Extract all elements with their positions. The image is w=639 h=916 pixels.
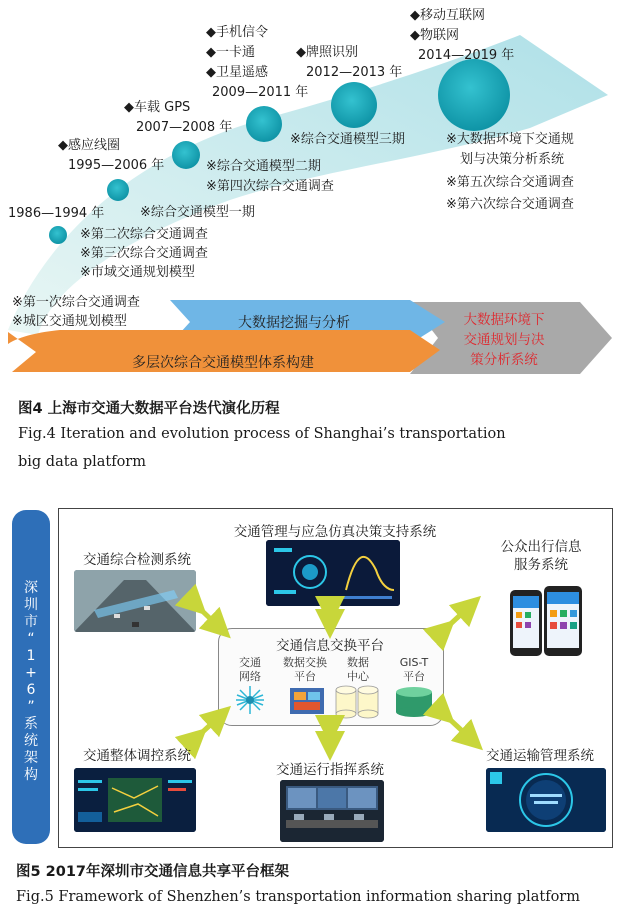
stage-5-item: ※综合交通模型三期 xyxy=(290,132,405,147)
stage-bubble xyxy=(49,226,67,244)
side-label-char: “ xyxy=(27,631,35,647)
stage-1-period: 1986—1994 年 xyxy=(8,206,105,221)
stage-bubble xyxy=(438,59,510,131)
gray-arrow-label-line: 交通规划与决 xyxy=(463,332,545,348)
figure-5-caption-cn: 图5 2017年深圳市交通信息共享平台框架 xyxy=(16,864,289,880)
stage-6-item: ※第六次综合交通调查 xyxy=(446,197,574,212)
stage-3-tech: ◆车载 GPS xyxy=(124,100,191,115)
system-bottom-image xyxy=(280,780,384,842)
stage-4-tech: ◆一卡通 xyxy=(206,45,255,60)
system-top-title: 交通管理与应急仿真决策支持系统 xyxy=(233,524,437,540)
system-left-bottom-title: 交通整体调控系统 xyxy=(83,748,191,764)
stage-1-item: ※城区交通规划模型 xyxy=(12,314,127,329)
stage-3-item: ※综合交通模型一期 xyxy=(140,205,255,220)
gray-arrow-label-line: 大数据环境下 xyxy=(463,312,545,328)
side-label-char: + xyxy=(25,665,37,681)
arrow-left-bottom xyxy=(196,716,220,738)
module-label-line: 数据交换 xyxy=(283,656,327,669)
exchange-platform-title: 交通信息交换平台 xyxy=(276,638,384,654)
system-left-bottom-image xyxy=(74,768,196,832)
stage-2-tech: ◆感应线圈 xyxy=(58,138,120,153)
figure-4-caption-en: big data platform xyxy=(18,454,146,470)
stage-3-period: 2007—2008 年 xyxy=(136,120,233,135)
figure-5 xyxy=(0,500,639,916)
module-label-line: 交通 xyxy=(239,656,261,669)
stage-bubble xyxy=(172,141,200,169)
stage-4-item: ※综合交通模型二期 xyxy=(206,159,321,174)
figure-5-caption-en: Fig.5 Framework of Shenzhen’s transportation information sharing platform xyxy=(16,889,580,905)
gray-arrow-label-line: 策分析系统 xyxy=(470,352,538,368)
arrow-left-top xyxy=(196,605,220,628)
system-bottom-title: 交通运行指挥系统 xyxy=(276,762,384,778)
module-label-line: 平台 xyxy=(403,670,425,683)
arrow-right-top xyxy=(444,606,470,630)
module-label-line: 数据 xyxy=(347,656,369,669)
side-label-char: 构 xyxy=(24,767,38,783)
side-label-char: 系 xyxy=(24,716,38,732)
stage-2-item: ※第二次综合交通调查 xyxy=(80,227,208,242)
module-label-line: 平台 xyxy=(294,670,316,683)
stage-bubble xyxy=(331,82,377,128)
stage-2-period: 1995—2006 年 xyxy=(68,158,165,173)
orange-arrow-label: 多层次综合交通模型体系构建 xyxy=(132,355,314,371)
stage-bubble xyxy=(246,106,282,142)
side-label-char: 6 xyxy=(26,682,36,698)
arrow-right-bottom xyxy=(444,714,472,740)
side-label-char: 圳 xyxy=(24,597,38,613)
stage-4-period: 2009—2011 年 xyxy=(212,85,309,100)
stage-6-item: 划与决策分析系统 xyxy=(460,152,565,167)
gray-arrow-label xyxy=(448,310,560,370)
system-right-bottom-title: 交通运输管理系统 xyxy=(486,748,594,764)
stage-4-tech: ◆手机信令 xyxy=(206,25,268,40)
stage-4-item: ※第四次综合交通调查 xyxy=(206,179,334,194)
side-label-char: ” xyxy=(27,699,35,715)
stage-6-item: ※第五次综合交通调查 xyxy=(446,175,574,190)
figure-4-caption-cn: 图4 上海市交通大数据平台迭代演化历程 xyxy=(18,401,280,417)
module-label-line: 中心 xyxy=(347,670,369,683)
blue-arrow-label: 大数据挖掘与分析 xyxy=(238,315,350,331)
module-label-line: GIS-T xyxy=(399,656,429,669)
side-label-char: 深 xyxy=(24,580,38,596)
stage-6-period: 2014—2019 年 xyxy=(418,48,515,63)
stage-bubble xyxy=(107,179,129,201)
stage-2-item: ※市域交通规划模型 xyxy=(80,265,195,280)
system-left-top-title: 交通综合检测系统 xyxy=(83,552,191,568)
stage-5-tech: ◆牌照识别 xyxy=(296,45,358,60)
system-right-top-title-line: 服务系统 xyxy=(514,557,568,573)
side-label-char: 统 xyxy=(24,733,38,749)
figure-4-caption-en: Fig.4 Iteration and evolution process of Shanghai’s transportation xyxy=(18,426,506,442)
stage-6-tech: ◆物联网 xyxy=(410,28,459,43)
stage-2-item: ※第三次综合交通调查 xyxy=(80,246,208,261)
stage-6-tech: ◆移动互联网 xyxy=(410,8,485,23)
system-right-bottom-image xyxy=(486,768,606,832)
side-label-char: 市 xyxy=(24,614,38,630)
side-label-char: 1 xyxy=(26,648,36,664)
system-right-top-title-line: 公众出行信息 xyxy=(500,539,582,555)
side-label-char: 架 xyxy=(24,750,38,766)
module-label-line: 网络 xyxy=(239,670,261,683)
stage-6-item: ※大数据环境下交通规 xyxy=(446,132,574,147)
stage-1-item: ※第一次综合交通调查 xyxy=(12,295,140,310)
stage-5-period: 2012—2013 年 xyxy=(306,65,403,80)
stage-4-tech: ◆卫星遥感 xyxy=(206,65,268,80)
